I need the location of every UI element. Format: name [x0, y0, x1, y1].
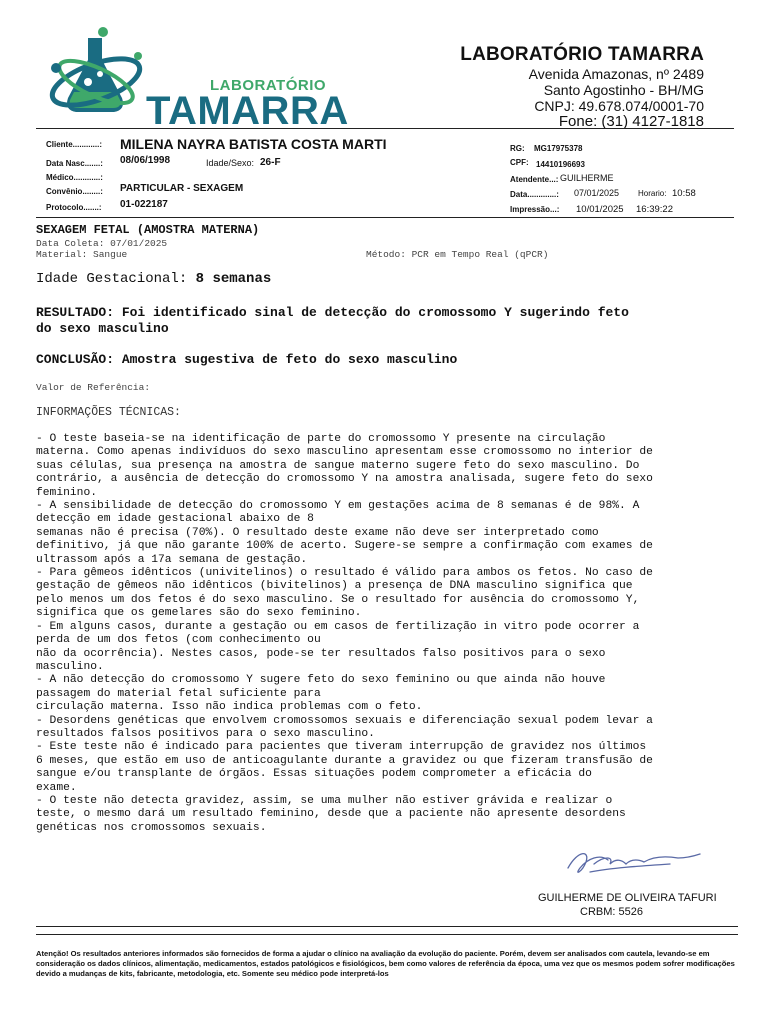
lab-city: Santo Agostinho - BH/MG — [543, 82, 704, 98]
convenio-value: PARTICULAR - SEXAGEM — [120, 183, 244, 194]
tech-info-line: passagem do material fetal suficiente para — [36, 687, 321, 700]
tech-info-line: - Em alguns casos, durante a gestação ou em casos de fertilização in vitro pode ocorrer a — [36, 620, 640, 633]
flask-atom-logo-icon — [40, 26, 358, 136]
resultado-line-2: do sexo masculino — [36, 321, 169, 336]
tech-info-line: significa que os gemelares são do sexo feminino. — [36, 607, 362, 620]
impressao-label: Impressão...: — [510, 205, 560, 214]
patient-info-box — [36, 128, 734, 218]
footer-divider-2 — [36, 934, 738, 935]
tech-info-line: gestação de gêmeos não idênticos (bivitelinos) a presença de DNA masculino significa que — [36, 580, 633, 593]
convenio-label: Convênio........: — [46, 187, 103, 196]
metodo: Método: PCR em Tempo Real (qPCR) — [366, 249, 549, 260]
resultado-line-1: RESULTADO: Foi identificado sinal de detecção do cromossomo Y sugerindo feto — [36, 305, 629, 320]
tech-info-line: - O teste baseia-se na identificação de parte do cromossomo Y presente na circulação — [36, 433, 606, 445]
rg-label: RG: — [510, 144, 525, 153]
signer-crbm — [580, 906, 643, 918]
horario-value: 10:58 — [672, 188, 696, 199]
tech-info-line: teste, o mesmo dará um resultado feminino, desde que a paciente não apresente desordens — [36, 808, 626, 821]
gest-value: 8 semanas — [195, 271, 272, 287]
tech-info-line: 6 meses, que estão em uso de anticoagulante durante a gravidez ou que fizeram transfusão de — [36, 754, 653, 767]
gest-label: Idade Gestacional: — [36, 271, 188, 287]
tech-info-line: - Este teste não é indicado para pacientes que tiveram interrupção de gravidez nos últimos — [36, 741, 647, 754]
gestational-age — [36, 271, 271, 287]
cpf-value: 14410196693 — [536, 160, 585, 169]
tech-info-line: masculino. — [36, 660, 104, 673]
lab-cnpj: CNPJ: 49.678.074/0001-70 — [534, 98, 704, 114]
tech-info-line: não da ocorrência). Nestes casos, pode-se ter resultados falso positivos para o sexo — [36, 647, 606, 660]
tech-info-line: ultrassom após a 17a semana de gestação. — [36, 553, 308, 566]
impressao-time: 16:39:22 — [636, 204, 673, 215]
tech-title: INFORMAÇÕES TÉCNICAS: — [36, 406, 181, 419]
protocolo-value: 01-022187 — [120, 199, 168, 210]
nasc-label: Data Nasc.......: — [46, 159, 103, 168]
impressao-date: 10/01/2025 — [576, 204, 624, 215]
data-label: Data.............: — [510, 190, 559, 199]
age-sex: 26-F — [260, 157, 281, 168]
cliente-label: Cliente............: — [46, 140, 103, 149]
tech-info-line: resultados falsos positivos para o sexo masculino. — [36, 727, 375, 740]
patient-name: MILENA NAYRA BATISTA COSTA MARTI — [120, 136, 387, 152]
cpf-label: CPF: — [510, 158, 529, 167]
tech-info-line: materna. Como apenas indivíduos do sexo masculino apresentam esse cromossomo no interior de — [36, 446, 653, 459]
tech-info-line: - A sensibilidade de detecção do cromossomo Y em gestações acima de 8 semanas é de 98%. A — [36, 500, 640, 513]
tech-info-line: pelo menos um dos fetos é do sexo masculino. Se o resultado for ausência do cromossomo Y, — [36, 593, 640, 606]
tech-info-line: definitivo, já que não garante 100% de acerto. Sugere-se sempre a confirmação com exames de — [36, 540, 653, 553]
lab-info — [460, 44, 704, 130]
horario-label: Horario: — [638, 189, 667, 198]
lab-logo — [40, 26, 358, 136]
crbm-label: CRBM: — [580, 906, 616, 918]
logo-text-main: TAMARRA — [146, 89, 349, 133]
footer-disclaimer: Atenção! Os resultados anteriores informados são fornecidos de forma a ajudar o clínico na avaliação da evolução do paciente. Porém, devem ser analisados com cautela, levando-se em consideração os dados clínicos, alimentação, medicamentos, estados patológicos e fisiológicos, bem como valores de referência da época, uma vez que os mesmos podem sofrer modificações devido a mudanças de kits, fabricante, metodologia, etc. Somente seu médico pode interpretá-los — [36, 949, 735, 978]
data-value: 07/01/2025 — [574, 188, 620, 198]
lab-phone: Fone: (31) 4127-1818 — [558, 113, 704, 130]
material: Material: Sangue — [36, 249, 128, 260]
tech-info-line: - A não detecção do cromossomo Y sugere feto do sexo feminino ou que ainda não houve — [36, 674, 606, 687]
tech-info-line: - Para gêmeos idênticos (univitelinos) o resultado é válido para ambos os fetos. No caso de — [36, 567, 653, 580]
tech-info-line: perda de um dos fetos (com conhecimento ou — [36, 634, 321, 647]
lab-name: LABORATÓRIO TAMARRA — [460, 44, 704, 65]
lab-address: Avenida Amazonas, nº 2489 — [528, 66, 704, 82]
tech-info-line: detecção em idade gestacional abaixo de 8 — [36, 513, 314, 526]
tech-info-line: exame. — [36, 781, 77, 794]
tech-info-line: genéticas nos cromossomos sexuais. — [36, 821, 267, 834]
referencia-label: Valor de Referência: — [36, 382, 151, 393]
signature-icon — [560, 842, 710, 884]
tech-info-line: - O teste não detecta gravidez, assim, se uma mulher não estiver grávida e realizar o — [36, 794, 613, 807]
signer-name: GUILHERME DE OLIVEIRA TAFURI — [538, 892, 717, 904]
tech-info-line: contrário, a ausência de detecção do cromossomo Y na amostra analisada, sugere feto do sexo — [36, 473, 653, 486]
tech-info-line: - Desordens genéticas que envolvem cromossomos sexuais e diferenciação sexual podem levar a — [36, 714, 653, 727]
tech-info-line: suas células, sua presença na amostra de sangue materno sugere feto do sexo masculino. Do — [36, 459, 640, 472]
footer-divider — [36, 926, 738, 927]
logo-text-top: LABORATÓRIO — [210, 77, 327, 94]
tech-info-line: circulação materna. Isso não indica problemas com o feto. — [36, 701, 423, 714]
protocolo-label: Protocolo.......: — [46, 203, 102, 212]
birth-date: 08/06/1998 — [120, 155, 171, 166]
crbm-value: 5526 — [618, 906, 643, 918]
coleta-date: Data Coleta: 07/01/2025 — [36, 238, 168, 249]
tech-info-body — [36, 433, 736, 835]
atendente-label: Atendente...: — [510, 175, 559, 184]
rg-value: MG17975378 — [534, 144, 583, 153]
medico-label: Médico............: — [46, 173, 103, 182]
idade-label: Idade/Sexo: — [206, 158, 255, 168]
tech-info-line: semanas não é precisa (70%). O resultado deste exame não deve ser interpretado como — [36, 526, 599, 539]
exam-title: SEXAGEM FETAL (AMOSTRA MATERNA) — [36, 223, 260, 237]
atendente-value: GUILHERME — [560, 173, 614, 183]
tech-info-line: sangue e/ou transplante de órgãos. Essas situações podem comprometer a eficácia do — [36, 768, 592, 781]
conclusao: CONCLUSÃO: Amostra sugestiva de feto do sexo masculino — [36, 352, 458, 367]
tech-info-line: feminino. — [36, 486, 98, 499]
